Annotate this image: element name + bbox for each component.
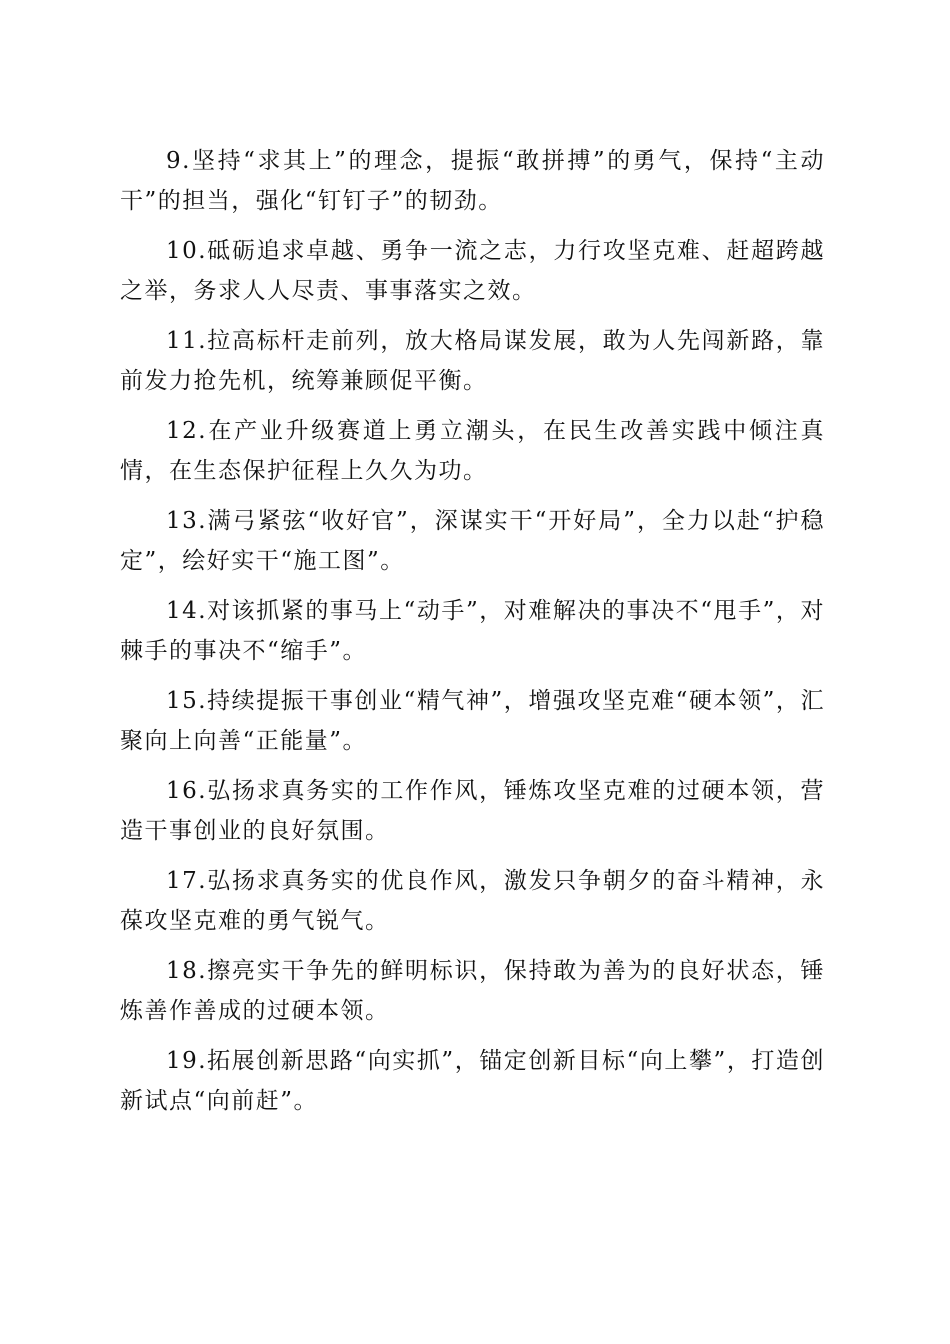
paragraph-item-11: 11.拉高标杆走前列，放大格局谋发展，敢为人先闯新路，靠前发力抢先机，统筹兼顾促平衡。 <box>120 328 825 394</box>
paragraph-item-15: 15.持续提振干事创业“精气神”，增强攻坚克难“硬本领”，汇聚向上向善“正能量”。 <box>120 688 825 754</box>
paragraph-item-18: 18.擦亮实干争先的鲜明标识，保持敢为善为的良好状态，锤炼善作善成的过硬本领。 <box>120 958 825 1024</box>
paragraph-item-14: 14.对该抓紧的事马上“动手”，对难解决的事决不“甩手”，对棘手的事决不“缩手”。 <box>120 598 825 664</box>
paragraph-item-12: 12.在产业升级赛道上勇立潮头，在民生改善实践中倾注真情，在生态保护征程上久久为功。 <box>120 418 825 484</box>
paragraph-item-10: 10.砥砺追求卓越、勇争一流之志，力行攻坚克难、赶超跨越之举，务求人人尽责、事事落实之效。 <box>120 238 825 304</box>
paragraph-item-16: 16.弘扬求真务实的工作作风，锤炼攻坚克难的过硬本领，营造干事创业的良好氛围。 <box>120 778 825 844</box>
document-body <box>120 141 825 1131</box>
paragraph-item-13: 13.满弓紧弦“收好官”，深谋实干“开好局”，全力以赴“护稳定”，绘好实干“施工图”。 <box>120 508 825 574</box>
paragraph-item-17: 17.弘扬求真务实的优良作风，激发只争朝夕的奋斗精神，永葆攻坚克难的勇气锐气。 <box>120 868 825 934</box>
paragraph-item-9: 9.坚持“求其上”的理念，提振“敢拼搏”的勇气，保持“主动干”的担当，强化“钉钉子”的韧劲。 <box>120 148 825 214</box>
paragraph-item-19: 19.拓展创新思路“向实抓”，锚定创新目标“向上攀”，打造创新试点“向前赶”。 <box>120 1048 825 1114</box>
